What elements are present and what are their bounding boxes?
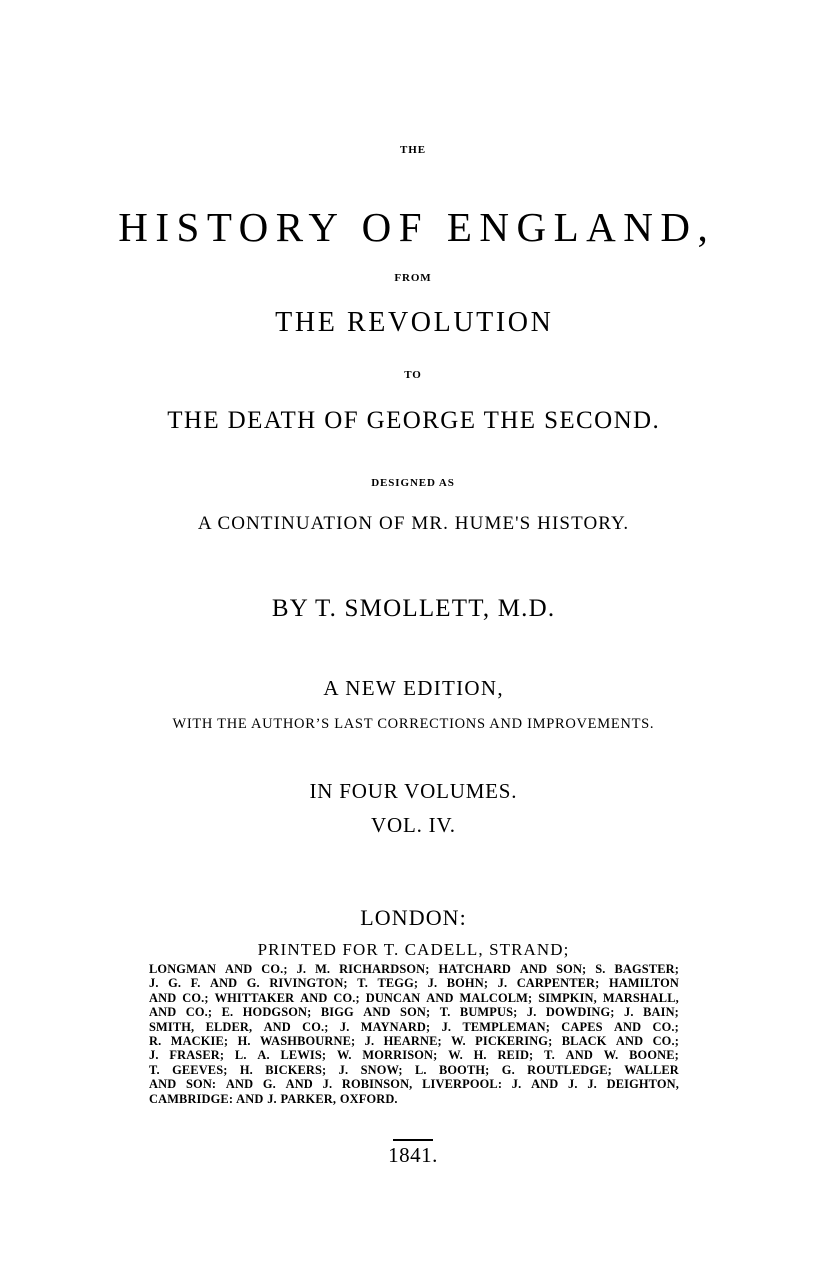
publisher-line: AND CO.; WHITTAKER AND CO.; DUNCAN AND MALCOLM; SIMPKIN, MARSHALL, — [149, 990, 679, 1005]
volume-number: VOL. IV. — [371, 813, 456, 837]
corrections-statement: WITH THE AUTHOR’S LAST CORRECTIONS AND IMPROVEMENTS. — [172, 716, 655, 732]
page-title: HISTORY OF ENGLAND, — [118, 204, 716, 250]
publisher-line: AND SON: AND G. AND J. ROBINSON, LIVERPOOL: J. AND J. J. DEIGHTON, — [149, 1077, 679, 1092]
publishers-list — [149, 962, 679, 1106]
period-start: THE REVOLUTION — [275, 307, 554, 338]
imprint-city: LONDON: — [360, 905, 467, 930]
volumes-statement: IN FOUR VOLUMES. — [309, 779, 518, 803]
publisher-line: J. G. F. AND G. RIVINGTON; T. TEGG; J. BOHN; J. CARPENTER; HAMILTON — [149, 976, 679, 991]
publication-year: 1841. — [388, 1143, 438, 1167]
author-statement: BY T. SMOLLETT, M.D. — [271, 595, 556, 622]
printed-for-statement: PRINTED FOR T. CADELL, STRAND; — [257, 940, 570, 959]
publisher-line: J. FRASER; L. A. LEWIS; W. MORRISON; W. H. REID; T. AND W. BOONE; — [149, 1048, 679, 1063]
the-label: THE — [400, 144, 426, 156]
to-label: TO — [404, 369, 422, 381]
continuation-statement: A CONTINUATION OF MR. HUME'S HISTORY. — [197, 513, 630, 534]
edition-statement: A NEW EDITION, — [323, 676, 504, 700]
publisher-line: SMITH, ELDER, AND CO.; J. MAYNARD; J. TEMPLEMAN; CAPES AND CO.; — [149, 1019, 679, 1034]
publisher-line: R. MACKIE; H. WASHBOURNE; J. HEARNE; W. PICKERING; BLACK AND CO.; — [149, 1034, 679, 1049]
publisher-line: AND CO.; E. HODGSON; BIGG AND SON; T. BUMPUS; J. DOWDING; J. BAIN; — [149, 1005, 679, 1020]
from-label: FROM — [394, 272, 432, 284]
designed-as-label: DESIGNED AS — [371, 477, 455, 489]
publisher-line: LONGMAN AND CO.; J. M. RICHARDSON; HATCHARD AND SON; S. BAGSTER; — [149, 962, 679, 976]
period-end: THE DEATH OF GEORGE THE SECOND. — [167, 407, 661, 434]
publisher-line: T. GEEVES; H. BICKERS; J. SNOW; L. BOOTH; G. ROUTLEDGE; WALLER — [149, 1062, 679, 1077]
publisher-line: CAMBRIDGE: AND J. PARKER, OXFORD. — [149, 1091, 398, 1106]
